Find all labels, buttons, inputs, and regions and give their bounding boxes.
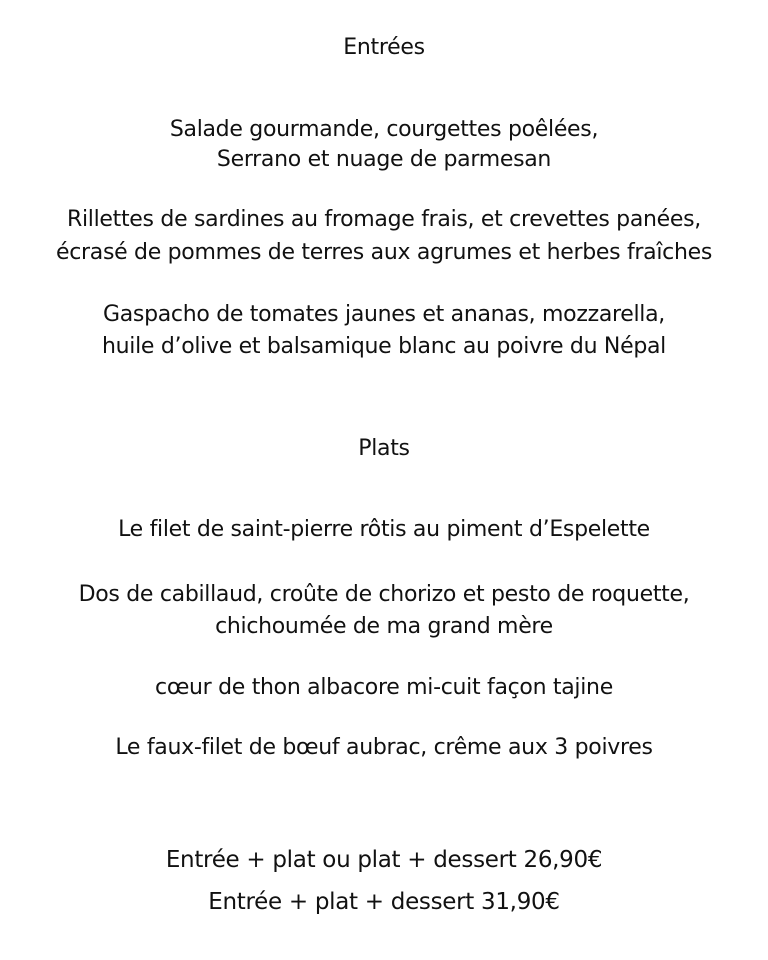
entree-item-1-line-1: Salade gourmande, courgettes poêlées, [169,117,599,142]
entree-item-2-line-1: Rillettes de sardines au fromage frais, et crevettes panées, [67,207,701,232]
entrees-title: Entrées [343,35,425,60]
plat-item-3-line-1: cœur de thon albacore mi-cuit façon tajine [155,675,613,700]
formule-line-1: Entrée + plat ou plat + dessert 26,90€ [165,847,603,873]
formule-line-2: Entrée + plat + dessert 31,90€ [208,889,560,915]
entree-item-1-line-2: Serrano et nuage de parmesan [216,147,552,172]
plat-item-4-line-1: Le faux-filet de bœuf aubrac, crême aux 3 poivres [115,735,653,760]
entree-item-3-line-1: Gaspacho de tomates jaunes et ananas, mozzarella, [102,302,665,327]
plat-item-1-line-1: Le filet de saint-pierre rôtis au piment d’Espelette [118,517,650,542]
plat-item-2-line-1: Dos de cabillaud, croûte de chorizo et pesto de roquette, [78,582,690,607]
entree-item-2-line-2: écrasé de pommes de terres aux agrumes et herbes fraîches [55,240,713,265]
plat-item-2-line-2: chichoumée de ma grand mère [215,614,553,639]
plats-title: Plats [358,436,410,461]
entree-item-3-line-2: huile d’olive et balsamique blanc au poivre du Népal [102,334,666,359]
